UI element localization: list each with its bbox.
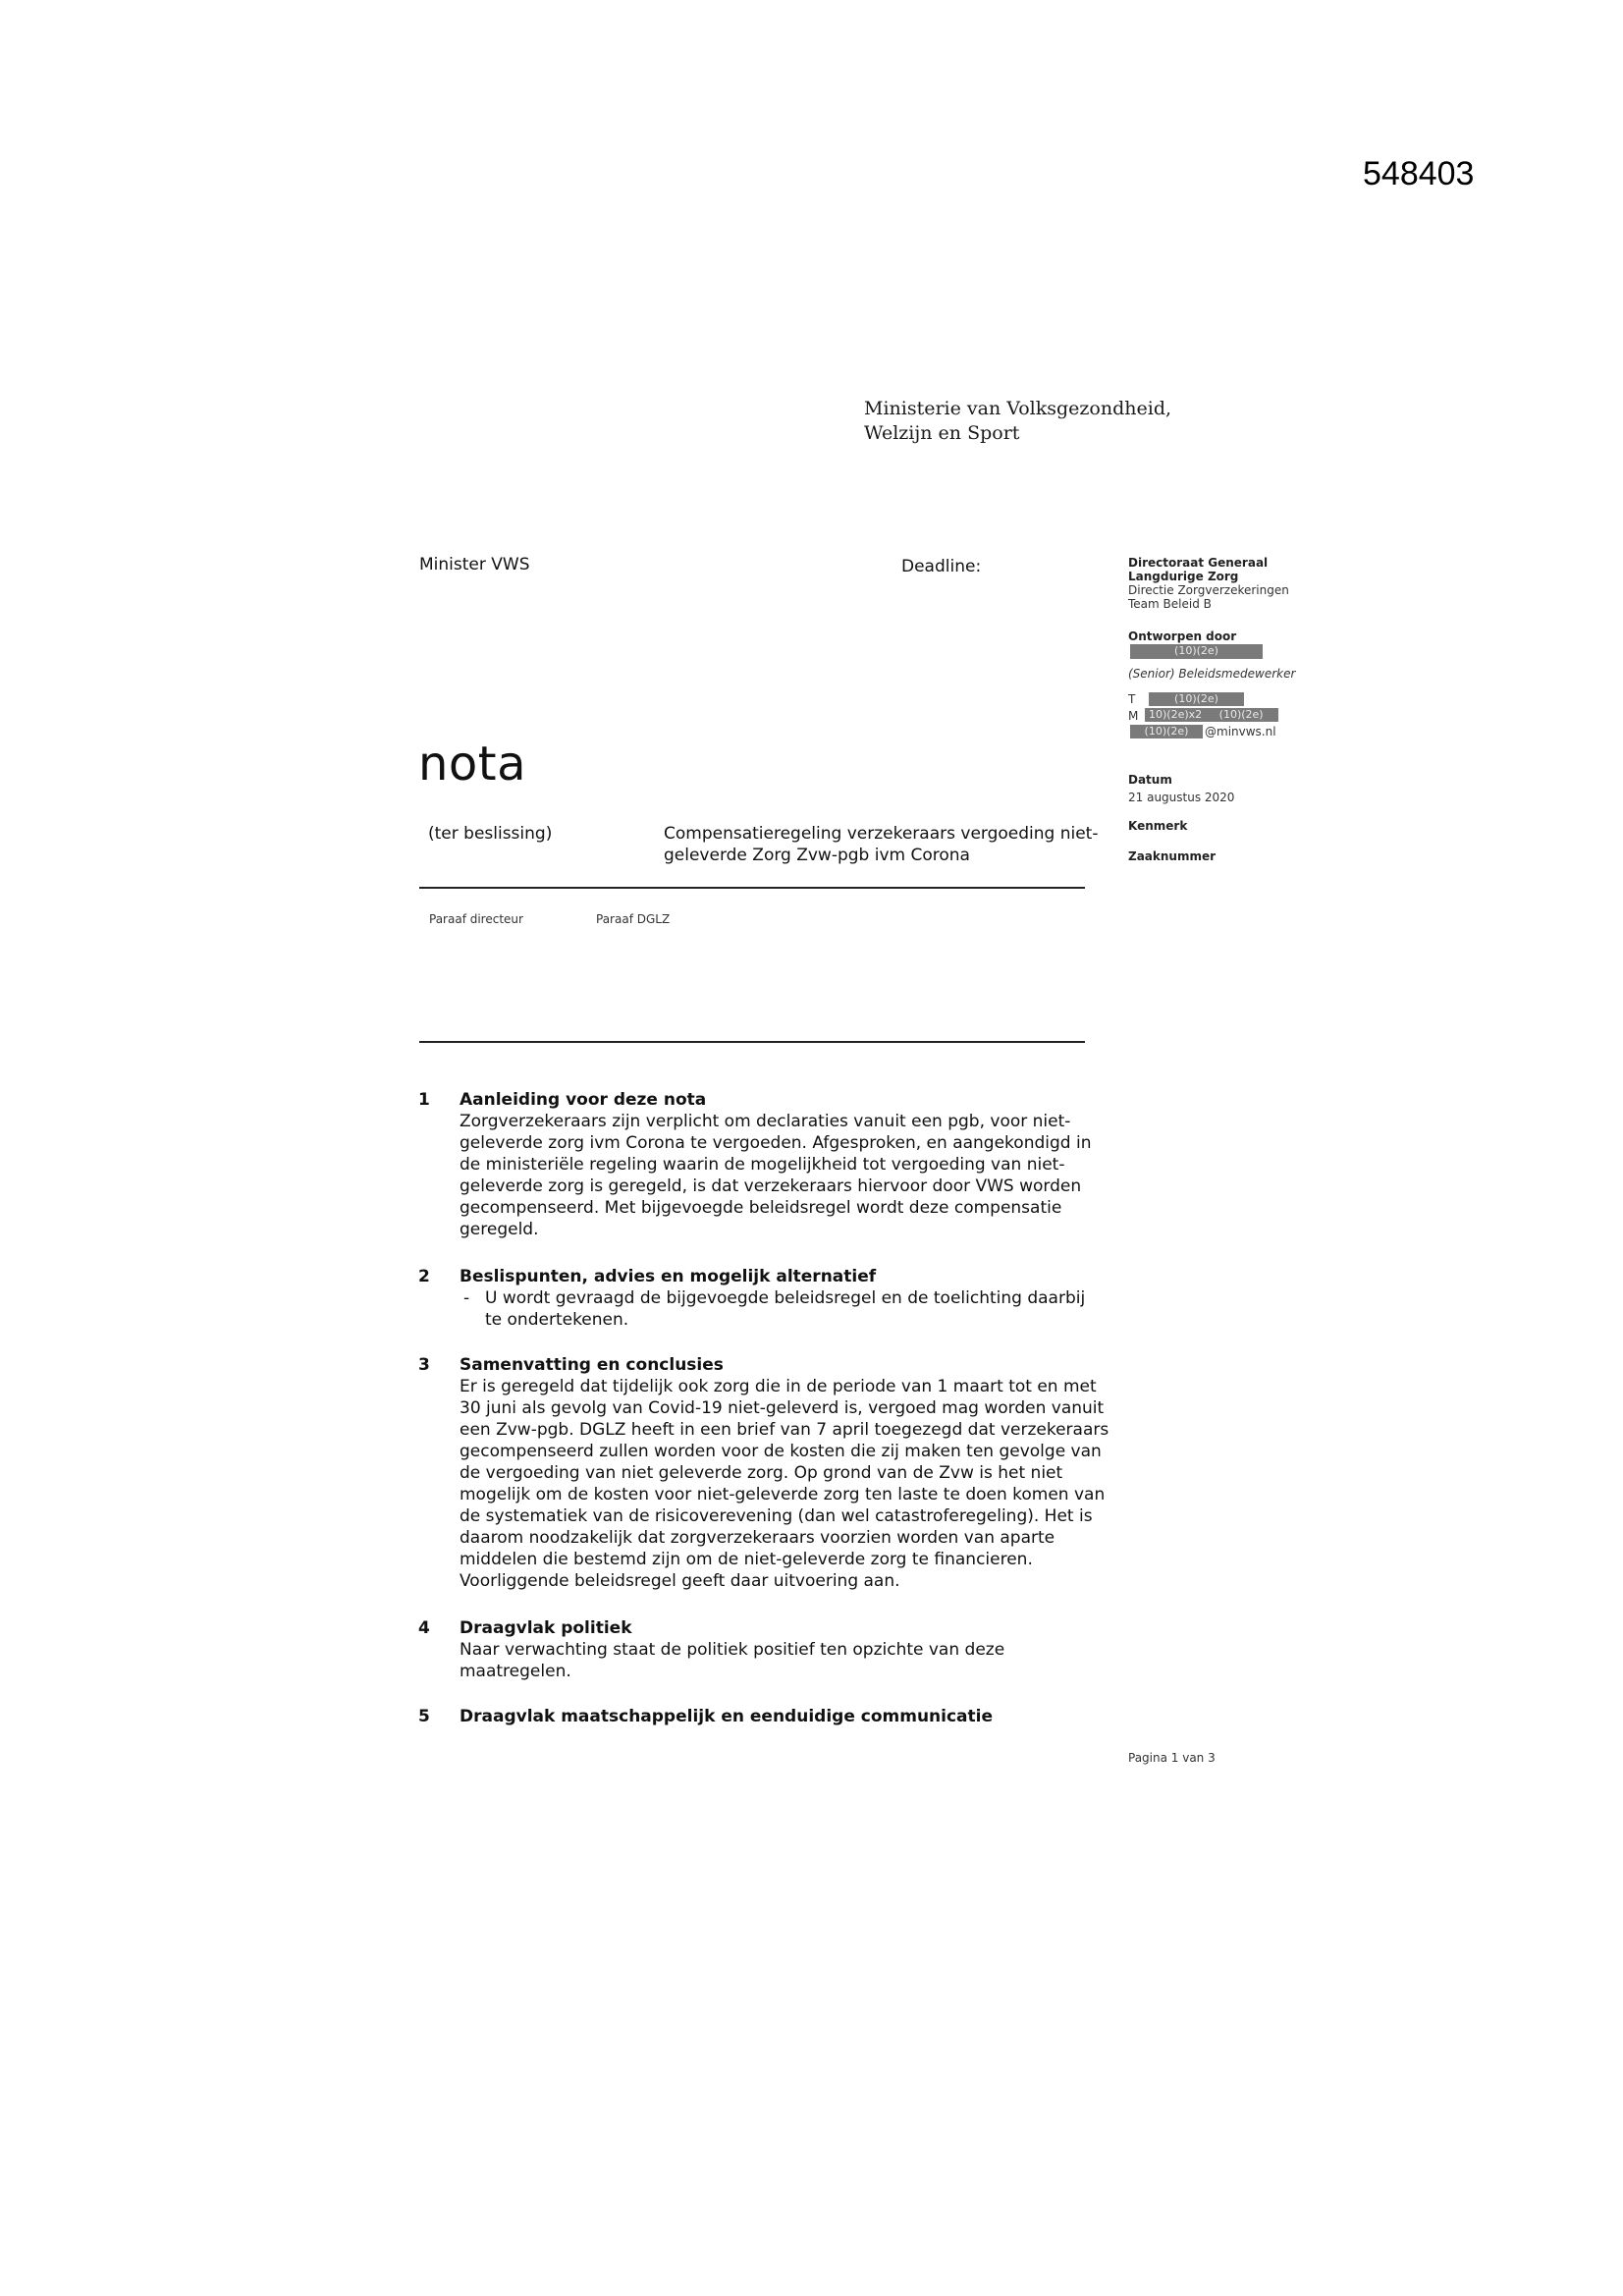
section-number: 2 bbox=[418, 1267, 430, 1286]
sidebar-zaaknummer-label: Zaaknummer bbox=[1128, 849, 1217, 863]
section-5 bbox=[418, 1706, 1106, 1727]
redacted-name: (10)(2e) bbox=[1130, 644, 1263, 659]
sidebar-role: (Senior) Beleidsmedewerker bbox=[1128, 667, 1296, 681]
addressee: Minister VWS bbox=[419, 555, 530, 574]
list-item-text: U wordt gevraagd de bijgevoegde beleidsregel en de toelichting daarbij te ondertekenen. bbox=[485, 1288, 1086, 1330]
section-heading: Draagvlak politiek bbox=[460, 1618, 632, 1638]
document-title: nota bbox=[418, 737, 527, 792]
sidebar-dept-3: Directie Zorgverzekeringen bbox=[1128, 583, 1289, 597]
sidebar-email-domain: @minvws.nl bbox=[1205, 725, 1276, 738]
document-type: (ter beslissing) bbox=[428, 824, 553, 844]
sidebar-date-label: Datum bbox=[1128, 773, 1172, 787]
section-number: 5 bbox=[418, 1707, 430, 1726]
paraaf-directeur: Paraaf directeur bbox=[429, 912, 523, 926]
bullet-dash: - bbox=[463, 1288, 470, 1308]
deadline-label: Deadline: bbox=[901, 557, 982, 576]
sidebar-date-value: 21 augustus 2020 bbox=[1128, 791, 1235, 804]
divider-top bbox=[419, 887, 1085, 889]
divider-bottom bbox=[419, 1041, 1085, 1043]
section-heading: Aanleiding voor deze nota bbox=[460, 1090, 707, 1110]
section-number: 3 bbox=[418, 1355, 430, 1375]
redacted-email: (10)(2e) bbox=[1130, 725, 1203, 738]
sidebar-phone-label: T bbox=[1128, 692, 1136, 706]
section-number: 1 bbox=[418, 1090, 430, 1110]
page-number: Pagina 1 van 3 bbox=[1128, 1751, 1216, 1765]
section-2 bbox=[418, 1266, 1106, 1331]
ministry-line-1: Ministerie van Volksgezondheid, bbox=[864, 398, 1172, 419]
section-number: 4 bbox=[418, 1618, 430, 1638]
sidebar-mobile-label: M bbox=[1128, 709, 1139, 723]
section-heading: Beslispunten, advies en mogelijk alternatief bbox=[460, 1267, 877, 1286]
sidebar-dept-2: Langdurige Zorg bbox=[1128, 570, 1239, 583]
sidebar-department bbox=[1128, 556, 1289, 611]
document-subject: Compensatieregeling verzekeraars vergoeding niet-geleverde Zorg Zvw-pgb ivm Corona bbox=[664, 824, 1099, 865]
ministry-line-2: Welzijn en Sport bbox=[864, 422, 1020, 444]
sidebar-kenmerk-label: Kenmerk bbox=[1128, 819, 1188, 833]
section-heading: Draagvlak maatschappelijk en eenduidige communicatie bbox=[460, 1707, 994, 1726]
paraaf-dglz: Paraaf DGLZ bbox=[596, 912, 671, 926]
section-text: Naar verwachting staat de politiek positief ten opzichte van deze maatregelen. bbox=[460, 1640, 1005, 1681]
redacted-phone: (10)(2e) bbox=[1149, 692, 1244, 706]
section-text: Zorgverzekeraars zijn verplicht om declaraties vanuit een pgb, voor niet-geleverde zorg ivm Corona te vergoeden. Afgesproken, en aangekondigd in de ministeriële regeling waarin de mogelijkheid tot vergoeding van niet-geleverde zorg is geregeld, is dat verzekeraars hiervoor door VWS worden gecompenseerd. Met bijgevoegde beleidsregel wordt deze compensatie geregeld. bbox=[460, 1112, 1092, 1239]
section-4 bbox=[418, 1617, 1027, 1682]
sidebar-dept-1: Directoraat Generaal bbox=[1128, 556, 1269, 570]
redacted-mobile: 10)(2e)x2 (10)(2e) bbox=[1145, 708, 1278, 722]
list-item bbox=[460, 1287, 1106, 1331]
section-heading: Samenvatting en conclusies bbox=[460, 1355, 724, 1375]
sidebar-designed-label: Ontworpen door bbox=[1128, 629, 1237, 643]
ministry-logo-text bbox=[864, 397, 1171, 446]
section-3 bbox=[418, 1354, 1117, 1592]
document-number: 548403 bbox=[1363, 155, 1475, 192]
section-text: Er is geregeld dat tijdelijk ook zorg die in de periode van 1 maart tot en met 30 juni als gevolg van Covid-19 niet-geleverd is, vergoed mag worden vanuit een Zvw-pgb. DGLZ heeft in een brief van 7 april toegezegd dat verzekeraars gecompenseerd zullen worden voor de kosten die zij maken ten gevolge van de vergoeding van niet geleverde zorg. Op grond van de Zvw is het niet mogelijk om de kosten voor niet-geleverde zorg ten laste te doen komen van de systematiek van de risicoverevening (dan wel catastroferegeling). Het is daarom noodzakelijk dat zorgverzekeraars voorzien worden van aparte middelen die bestemd zijn om de niet-geleverde zorg te financieren. Voorliggende beleidsregel geeft daar uitvoering aan. bbox=[460, 1377, 1109, 1591]
sidebar-dept-4: Team Beleid B bbox=[1128, 597, 1212, 611]
section-1 bbox=[418, 1089, 1100, 1240]
